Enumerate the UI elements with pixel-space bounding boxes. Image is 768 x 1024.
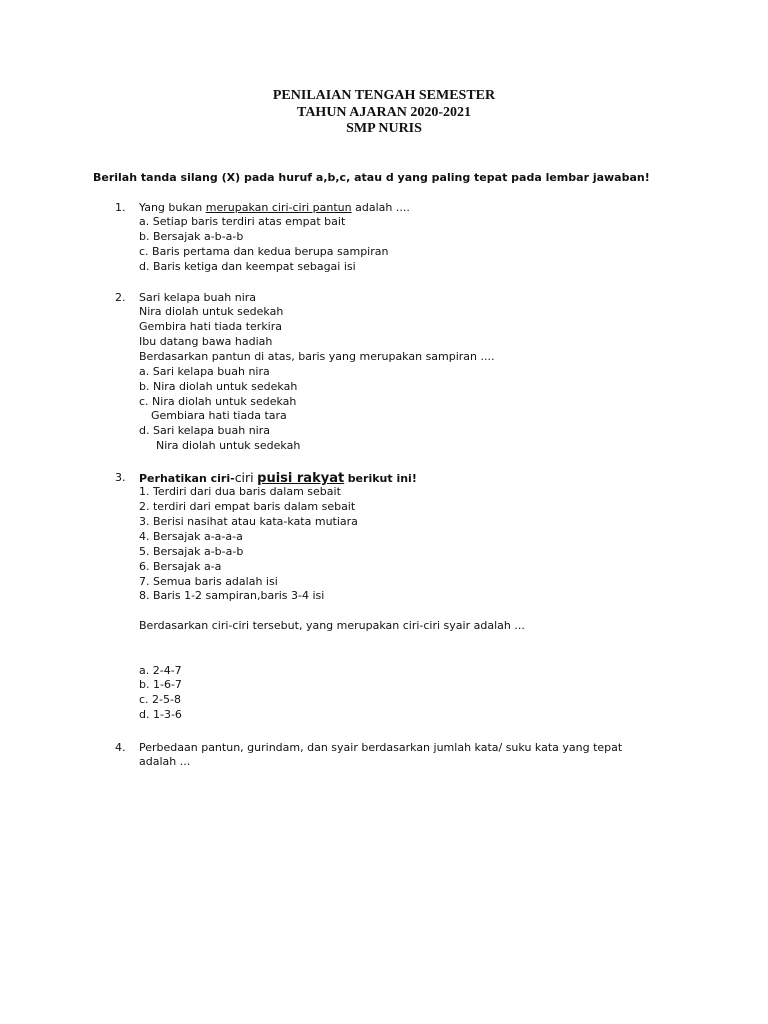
characteristic-item: 2. terdiri dari empat baris dalam sebait (139, 500, 356, 514)
pantun-line: Ibu datang bawa hadiah (139, 335, 273, 349)
question-prompt: Perbedaan pantun, gurindam, dan syair berdasarkan jumlah kata/ suku kata yang tepat (139, 740, 623, 754)
question-prompt: adalah ... (139, 755, 191, 769)
answer-option: b. Bersajak a-b-a-b (139, 230, 244, 244)
question-number: 3. (115, 470, 126, 484)
answer-option: d. 1-3-6 (139, 708, 182, 722)
answer-option: a. 2-4-7 (139, 663, 182, 677)
question-number: 1. (115, 200, 126, 214)
answer-option-continuation: Nira diolah untuk sedekah (156, 439, 301, 453)
characteristic-item: 7. Semua baris adalah isi (139, 574, 278, 588)
underlined-phrase: merupakan ciri-ciri pantun (205, 200, 352, 214)
prompt-text: berikut ini! (347, 471, 417, 485)
question-body (139, 201, 410, 275)
characteristic-item: 6. Bersajak a-a (139, 559, 222, 573)
answer-option: b. Nira diolah untuk sedekah (139, 379, 298, 393)
question-number: 4. (115, 740, 126, 754)
question-text: Berdasarkan ciri-ciri tersebut, yang merupakan ciri-ciri syair adalah ... (139, 619, 525, 633)
academic-year: TAHUN AJARAN 2020-2021 (297, 104, 471, 120)
characteristic-item: 1. Terdiri dari dua baris dalam sebait (139, 485, 341, 499)
prompt-text: Yang bukan (139, 200, 203, 214)
pantun-line: Nira diolah untuk sedekah (139, 305, 284, 319)
answer-option: a. Setiap baris terdiri atas empat bait (139, 215, 346, 229)
school-name: SMP NURIS (346, 121, 422, 136)
pantun-line: Sari kelapa buah nira (139, 290, 257, 304)
characteristic-item: 3. Berisi nasihat atau kata-kata mutiara (139, 515, 358, 529)
question-prompt: Berdasarkan pantun di atas, baris yang merupakan sampiran .... (139, 349, 495, 363)
answer-option: a. Sari kelapa buah nira (139, 364, 270, 378)
characteristic-item: 8. Baris 1-2 sampiran,baris 3-4 isi (139, 589, 325, 603)
pantun-line: Gembira hati tiada terkira (139, 320, 283, 334)
instructions: Berilah tanda silang (X) pada huruf a,b,c, atau d yang paling tepat pada lembar jawaban! (93, 170, 650, 184)
blank-line (139, 634, 525, 649)
question-body (139, 291, 495, 454)
answer-option-continuation: Gembiara hati tiada tara (151, 409, 287, 423)
blank-line (139, 649, 525, 664)
question-prompt (139, 201, 410, 216)
question-body (139, 741, 622, 771)
question-prompt (139, 471, 525, 486)
exam-title: PENILAIAN TENGAH SEMESTER (272, 88, 496, 103)
exam-header (0, 88, 768, 138)
answer-option: d. Baris ketiga dan keempat sebagai isi (139, 259, 356, 273)
answer-option: b. 1-6-7 (139, 678, 182, 692)
blank-line (139, 604, 525, 619)
characteristic-item: 5. Bersajak a-b-a-b (139, 544, 244, 558)
answer-option: d. Sari kelapa buah nira (139, 424, 270, 438)
underlined-phrase: puisi rakyat (257, 470, 345, 486)
answer-option: c. Nira diolah untuk sedekah (139, 394, 297, 408)
prompt-text: Perhatikan ciri- (139, 471, 235, 485)
prompt-text: adalah .... (355, 200, 410, 214)
answer-option: c. 2-5-8 (139, 693, 181, 707)
prompt-text: ciri (234, 469, 254, 485)
question-number: 2. (115, 290, 126, 304)
answer-option: c. Baris pertama dan kedua berupa sampiran (139, 245, 389, 259)
question-body (139, 471, 525, 723)
characteristic-item: 4. Bersajak a-a-a-a (139, 529, 243, 543)
